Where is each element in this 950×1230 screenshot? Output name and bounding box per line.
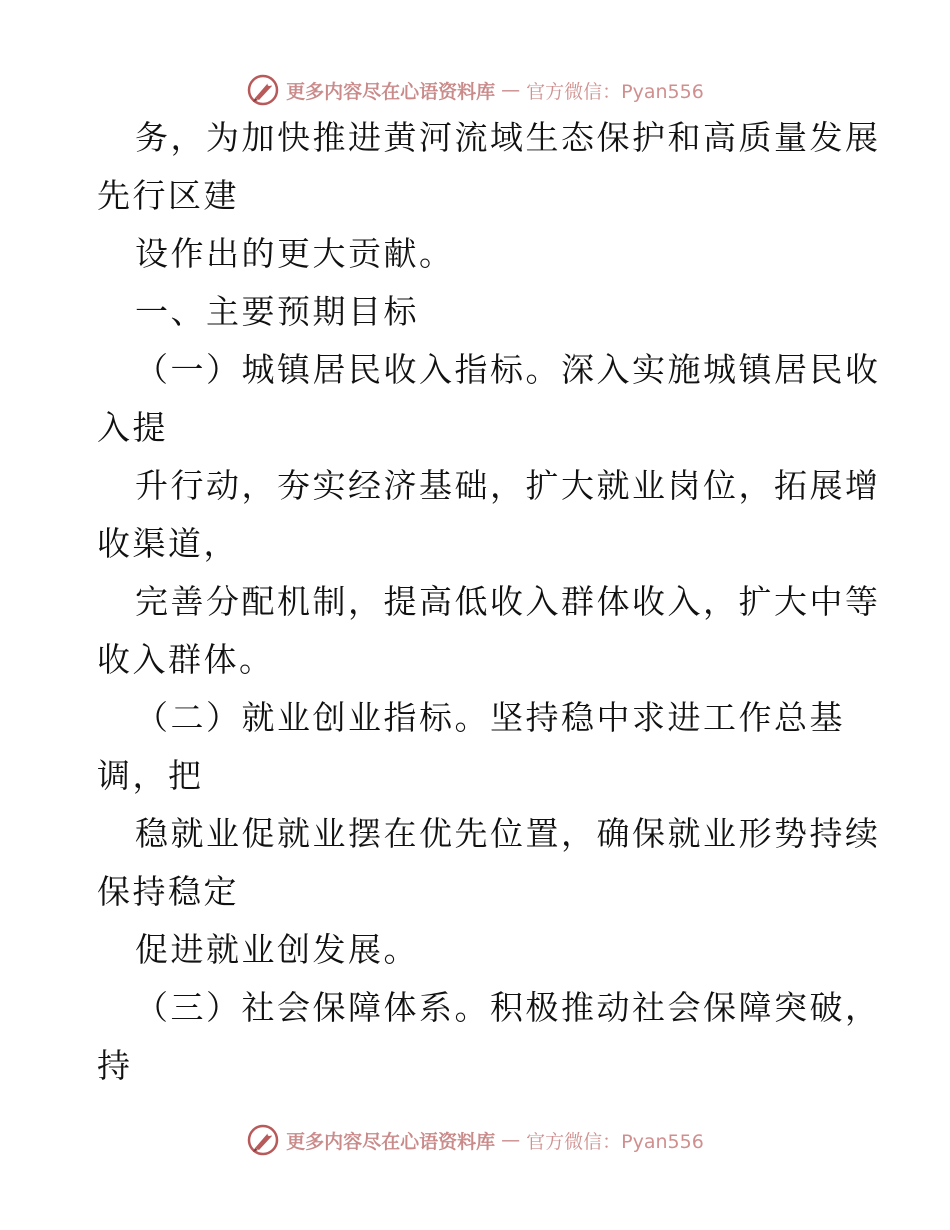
- watermark-separator: —: [501, 79, 521, 101]
- text-line: 稳就业促就业摆在优先位置，确保就业形势持续: [135, 814, 881, 853]
- text-line: （一）城镇居民收入指标。深入实施城镇居民收: [135, 350, 881, 389]
- text-line: 调，把: [97, 756, 204, 795]
- text-line: 保持稳定: [97, 872, 239, 911]
- watermark-site-text: 更多内容尽在心语资料库: [286, 1130, 496, 1153]
- pen-logo-icon: [246, 1123, 280, 1157]
- watermark-separator: —: [501, 1129, 521, 1151]
- text-line: 入提: [97, 408, 168, 447]
- text-line: 促进就业创发展。: [135, 930, 419, 969]
- text-line: 升行动，夯实经济基础，扩大就业岗位，拓展增: [135, 466, 881, 505]
- text-line: 先行区建: [97, 176, 239, 215]
- pen-logo-icon: [246, 73, 280, 107]
- text-line: （二）就业创业指标。坚持稳中求进工作总基: [135, 698, 845, 737]
- text-line: 收入群体。: [97, 640, 275, 679]
- text-line: 持: [97, 1046, 133, 1085]
- header-watermark: [0, 70, 950, 110]
- text-line: （三）社会保障体系。积极推动社会保障突破，: [135, 988, 881, 1027]
- section-heading: 一、主要预期目标: [135, 292, 419, 331]
- watermark-wechat-text: 官方微信：Pyan556: [526, 80, 704, 103]
- text-line: 完善分配机制，提高低收入群体收入，扩大中等: [135, 582, 881, 621]
- watermark-site-text: 更多内容尽在心语资料库: [286, 80, 496, 103]
- text-line: 务，为加快推进黄河流域生态保护和高质量发展: [135, 118, 881, 157]
- footer-watermark: [0, 1120, 950, 1160]
- watermark-wechat-text: 官方微信：Pyan556: [526, 1130, 704, 1153]
- text-line: 设作出的更大贡献。: [135, 234, 455, 273]
- text-line: 收渠道，: [97, 524, 239, 563]
